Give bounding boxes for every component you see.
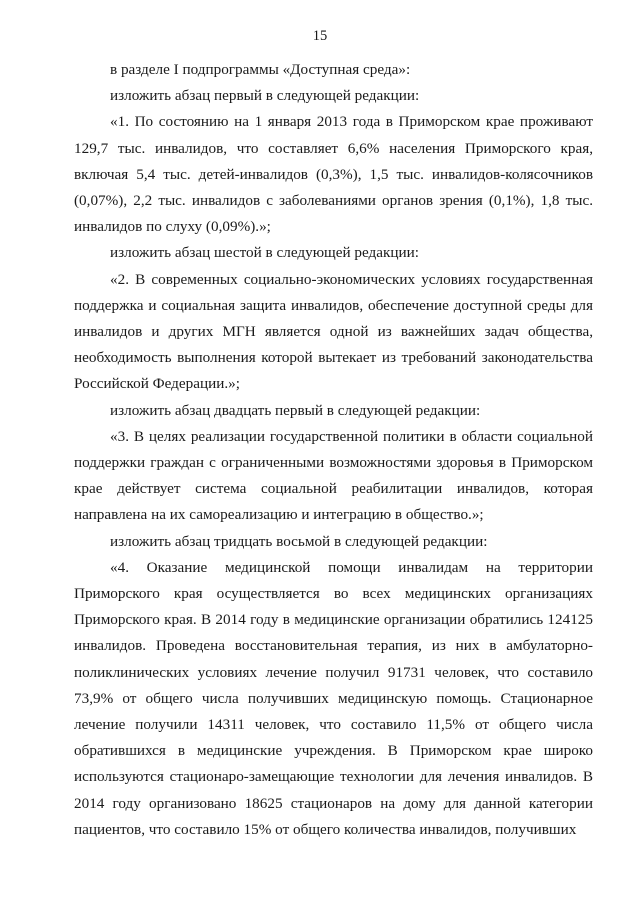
paragraph-instruction-2: изложить абзац шестой в следующей редакции: — [110, 244, 419, 262]
paragraph-instruction-3: изложить абзац двадцать первый в следующей редакции: — [110, 401, 481, 419]
paragraph-quote-4: «4. Оказание медицинской помощи инвалидам на территории Приморского края осуществляется во всех медицинских организациях Приморского края. В 2014 году в медицинские организации обратились 124125 инвалидов. Проведена восстановительная терапия, из них в амбулаторно-поликлинических условиях лечение получил 91731 человек, что составило 73,9% от общего числа получивших медицинскую помощь. Стационарное лечение получили 14311 человек, что составило 11,5% от общего числа обратившихся в медицинские учреждения. В Приморском крае широко используются стационаро-замещающие технологии для лечения инвалидов. В 2014 году организовано 18625 стационаров на дому для данной категории пациентов, что составило 15% от общего количества инвалидов, получивших — [74, 558, 593, 838]
page-number: 15 — [312, 28, 328, 44]
paragraph-quote-1: «1. По состоянию на 1 января 2013 года в Приморском крае проживают 129,7 тыс. инвалидов, что составляет 6,6% населения Приморского края, включая 5,4 тыс. детей-инвалидов (0,3%), 1,5 тыс. инвалидов-колясочников (0,07%), 2,2 тыс. инвалидов с заболеваниями органов зрения (0,1%), 1,8 тыс. инвалидов по слуху (0,09%).»; — [74, 113, 593, 236]
paragraph-instruction-1: изложить абзац первый в следующей редакции: — [110, 87, 420, 105]
paragraph-quote-2: «2. В современных социально-экономических условиях государственная поддержка и социальная защита инвалидов, обеспечение доступной среды для инвалидов и других МГН является одной из важнейших задач общества, необходимость выполнения которой вытекает из требований законодательства Российской Федерации.»; — [74, 270, 593, 393]
paragraph-instruction-4: изложить абзац тридцать восьмой в следующей редакции: — [110, 532, 488, 550]
document-body — [74, 57, 593, 843]
paragraph-quote-3: «3. В целях реализации государственной политики в области социальной поддержки граждан с ограниченными возможностями здоровья в Приморском крае действует система социальной реабилитации инвалидов, которая направлена на их самореализацию и интеграцию в общество.»; — [74, 427, 593, 524]
paragraph-section-intro: в разделе I подпрограммы «Доступная среда»: — [110, 61, 411, 78]
